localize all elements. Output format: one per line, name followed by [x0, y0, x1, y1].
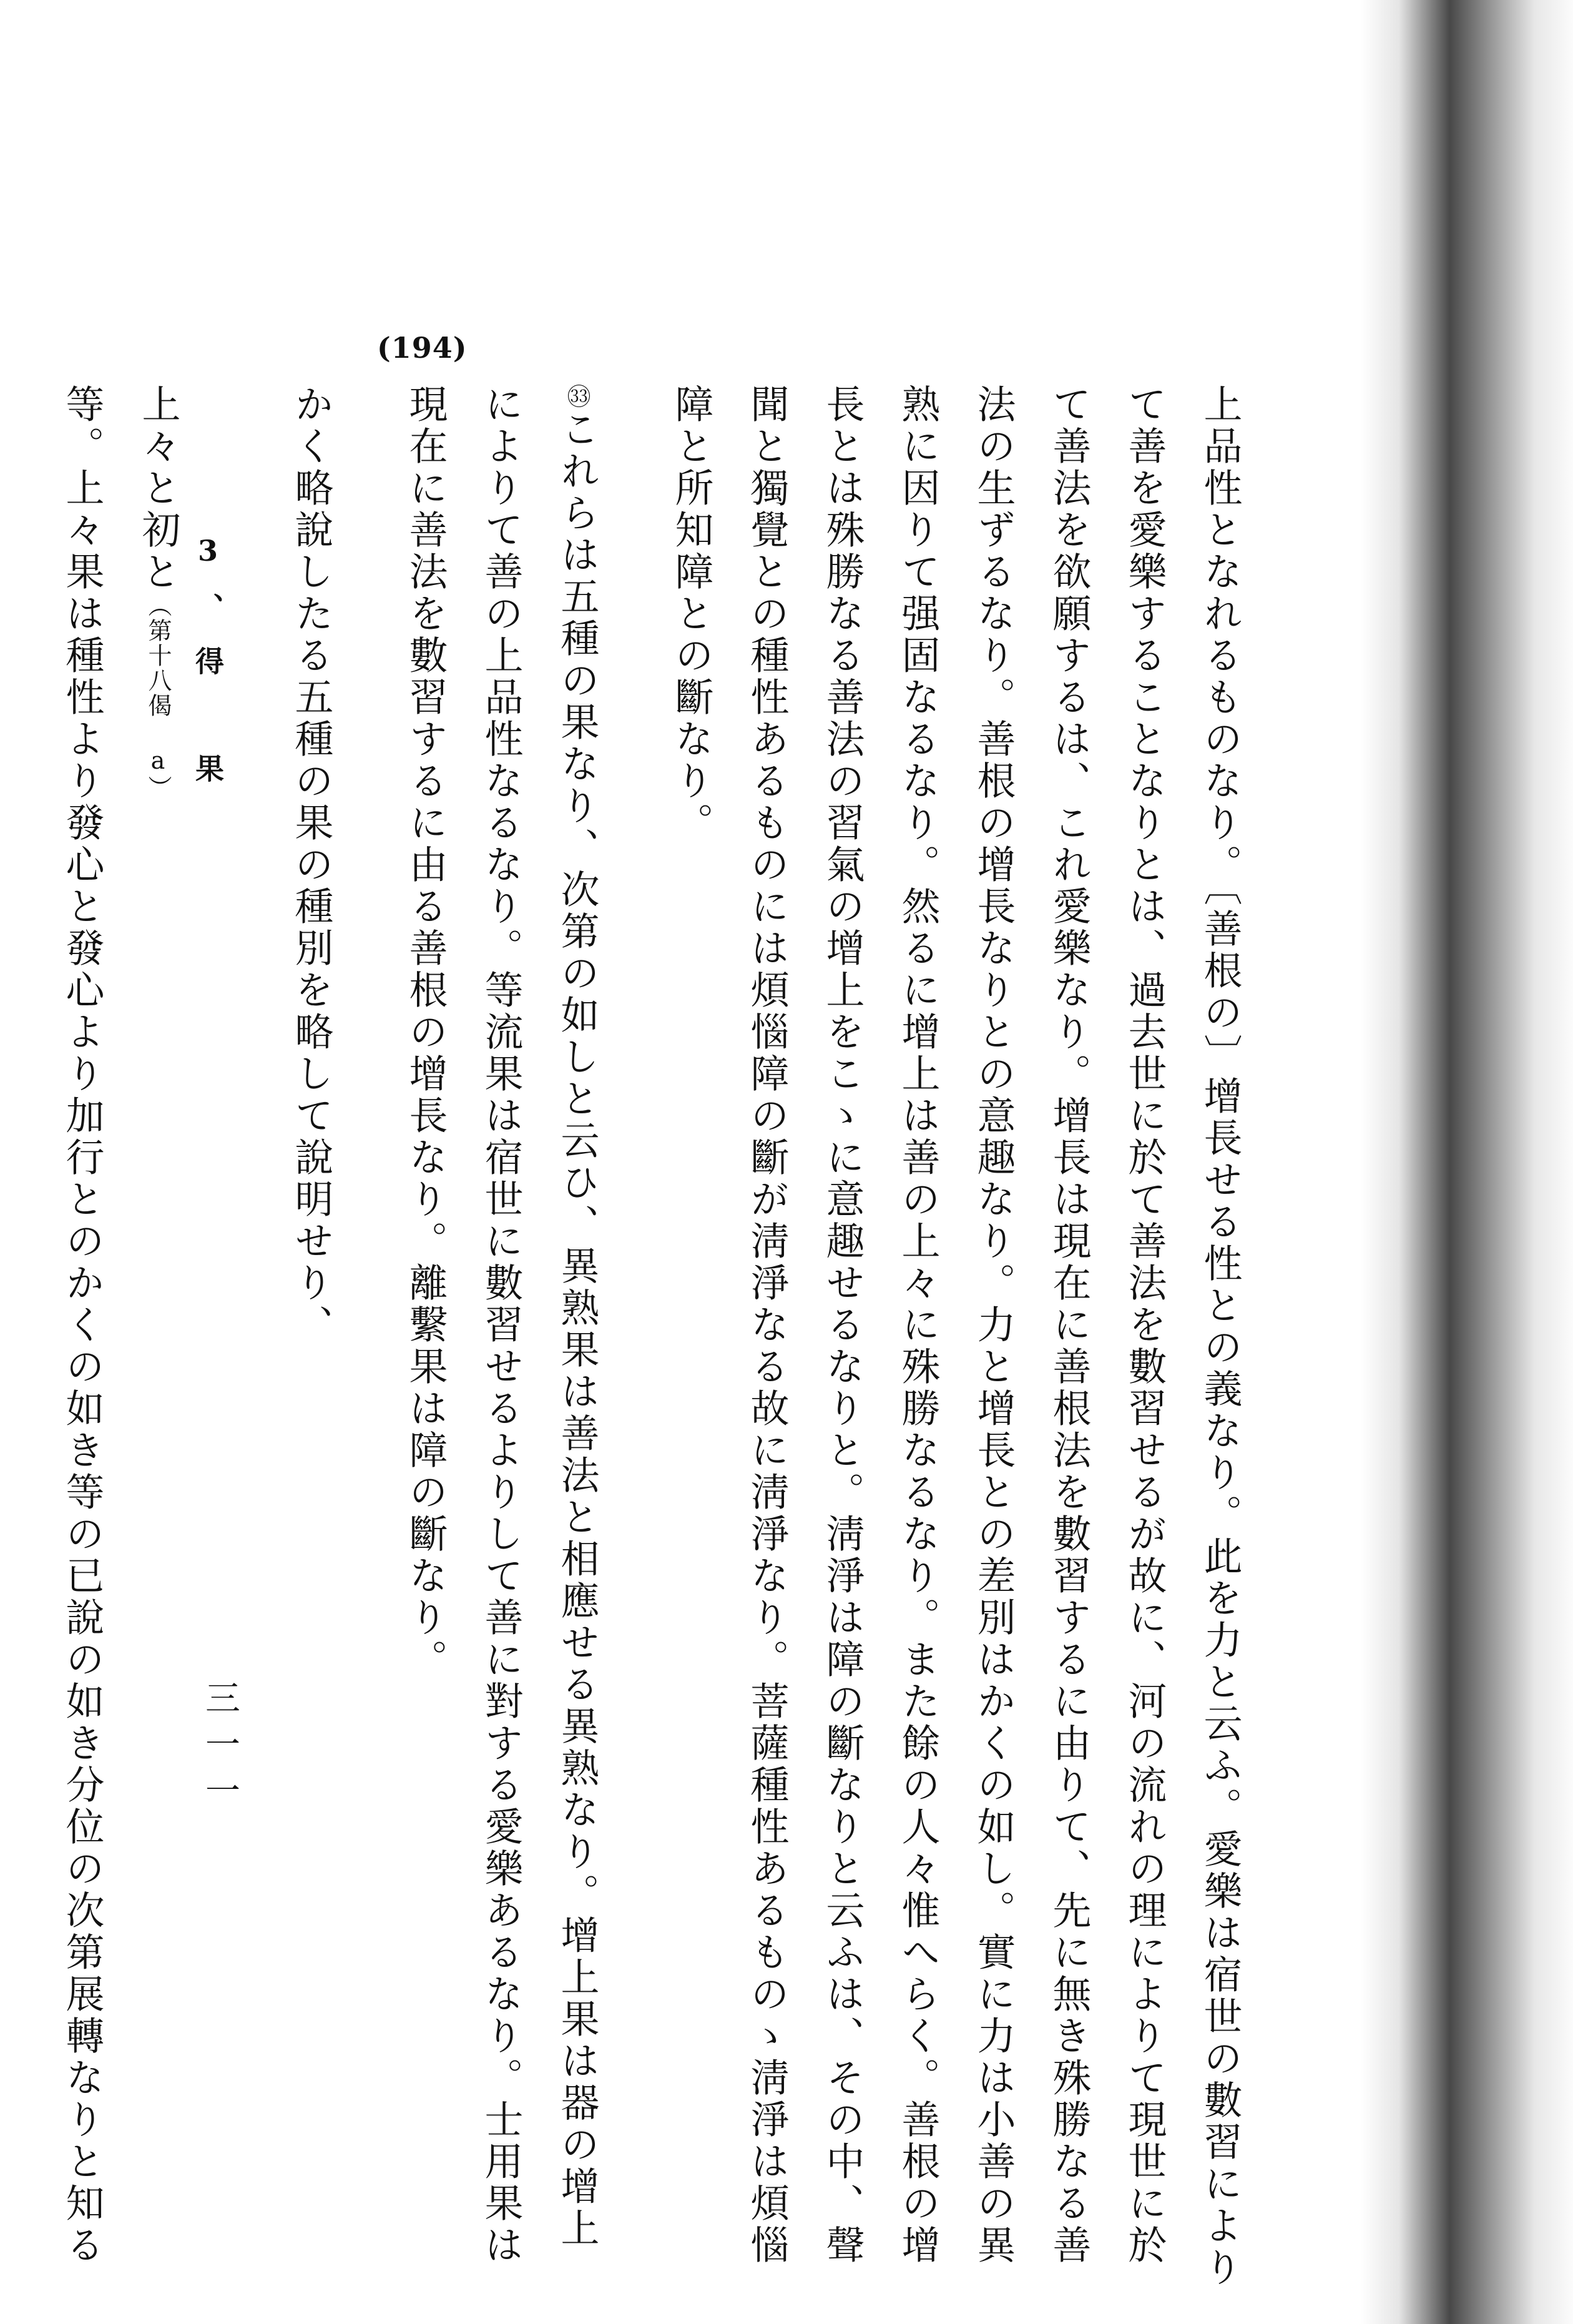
text-line: かく略說したる五種の果の種別を略して說明せり、	[288, 384, 334, 1346]
text-line: 現在に善法を數習するに由る善根の增長なり。離繫果は障の斷なり。	[403, 384, 448, 1681]
text-line: 長とは殊勝なる善法の習氣の增上をこゝに意趣せるなりと。淸淨は障の斷なりと云ふは、その中、聲	[820, 384, 865, 2267]
verse-reference: （第十八偈 a）	[144, 593, 172, 800]
scan-edge-shadow	[1361, 0, 1573, 2324]
text-line: 等。上々果は種性より發心と發心より加行とのかくの如き等の已說の如き分位の次第展轉なりと知る	[59, 384, 105, 2267]
text-line: 聞と獨覺との種性あるものには煩惱障の斷が淸淨なる故に淸淨なり。菩薩種性あるものゝ淸淨は煩惱	[744, 384, 790, 2267]
text-line: 上品性となれるものなり。〔善根の〕增長せる性との義なり。此を力と云ふ。愛樂は宿世の數習により	[1197, 384, 1243, 2289]
text-line	[539, 384, 654, 2250]
text-line: 熟に因りて强固なるなり。然るに增上は善の上々に殊勝なるなり。また餘の人々惟へらく。善根の增	[895, 384, 941, 2267]
page-number: (194)	[377, 331, 468, 365]
text-line: 法の生ずるなり。善根の增長なりとの意趣なり。力と增長との差別はかくの如し。實に力は小善の異	[971, 384, 1016, 2267]
text-line: 障と所知障との斷なり。	[669, 384, 714, 844]
verse-text: 上々と初と	[135, 384, 181, 593]
folio-number: 三一一	[200, 1680, 240, 1818]
text-line: て善を愛樂することなりとは、過去世に於て善法を數習せるが故に、河の流れの理によりて現世に於	[1122, 384, 1167, 2267]
text-line-content: これらは五種の果なり、次第の如しと云ひ、異熟果は善法と相應せる異熟なり。增上果は器の增上	[554, 409, 600, 2250]
note-marker: ㉝	[563, 384, 590, 409]
text-line: によりて善の上品性なるなり。等流果は宿世に數習せるよりして善に對する愛樂あるなり。士用果は	[478, 384, 524, 2267]
section-header: 3、得 果	[191, 534, 225, 807]
text-line: て善法を欲願するは、これ愛樂なり。增長は現在に善根法を數習するに由りて、先に無き殊勝なる善	[1046, 384, 1092, 2267]
